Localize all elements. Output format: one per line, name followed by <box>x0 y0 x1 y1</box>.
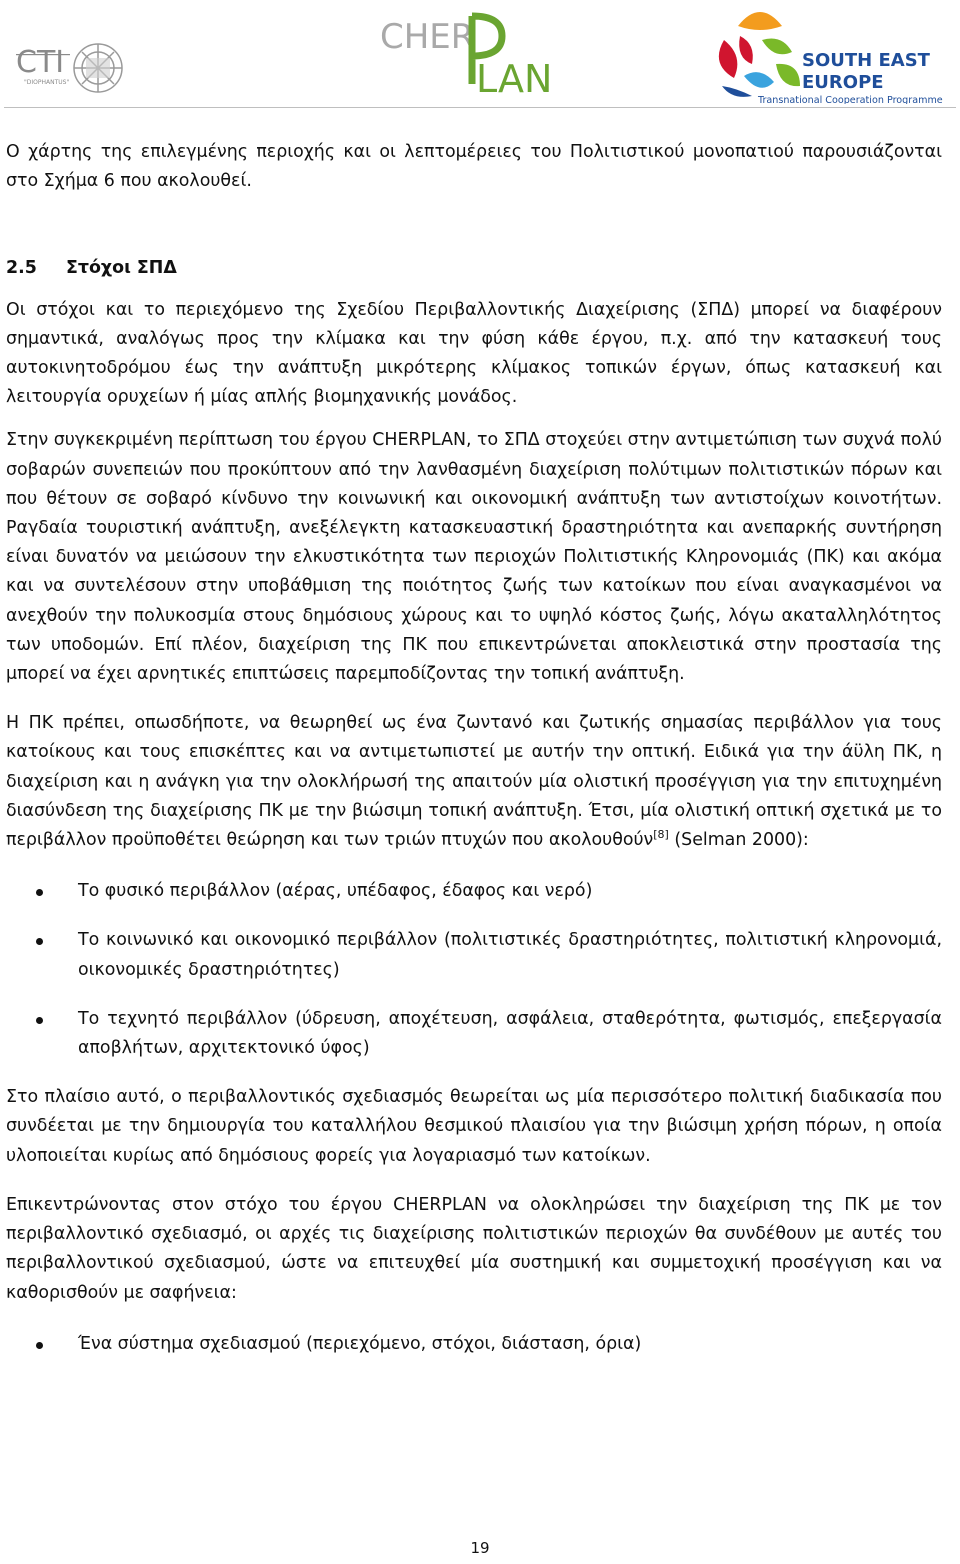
see-emblem-icon <box>719 12 800 97</box>
paragraph-1: Οι στόχοι και το περιεχόμενο της Σχεδίου Περιβαλλοντικής Διαχείρισης (ΣΠΔ) μπορεί να διαφέρουν σημαντικά, αναλόγως προς την κλίμακα και την φύση κάθε έργου, π.χ. από την κατασκευή τους αυτοκινητοδρόμου έως την ανάπτυξη μικρότερης κλίμακος τοπικών έργων, όπως κατασκευή και λειτουργία ορυχείων ή μίας απλής βιομηχανικής μονάδος. <box>6 299 942 408</box>
header-divider <box>4 107 956 108</box>
list-item: Το τεχνητό περιβάλλον (ύδρευση, αποχέτευση, ασφάλεια, σταθερότητα, φωτισμός, επεξεργασία αποβλήτων, αρχιτεκτονικό ύφος) <box>6 1005 942 1063</box>
paragraph-4: Στο πλαίσιο αυτό, ο περιβαλλοντικός σχεδιασμός θεωρείται ως μία περισσότερο πολιτική διαδικασία που συνδέεται με την δημιουργία του καταλλήλου θεσμικού πλαισίου για την βιώσιμη χρήση πόρων, η οποία υλοποιείται κυρίως από δημόσιους φορείς για λογαριασμό των κατοίκων. <box>6 1087 942 1166</box>
cherplan-logo-top: CHER <box>380 17 475 57</box>
page-header <box>0 0 960 106</box>
cti-logo-subtext: "DIOPHANTUS" <box>24 79 70 86</box>
list-item: Το κοινωνικό και οικονομικό περιβάλλον (πολιτιστικές δραστηριότητες, πολιτιστική κληρονομιά, οικονομικές δραστηριότητες) <box>6 926 942 984</box>
see-logo-line2: EUROPE <box>802 72 884 93</box>
see-logo-line3: Transnational Cooperation Programme <box>758 95 943 104</box>
see-programme-logo <box>716 4 956 104</box>
cherplan-logo <box>378 12 568 98</box>
list-item: Ένα σύστημα σχεδιασμού (περιεχόμενο, στόχοι, διάσταση, όρια) <box>6 1330 942 1359</box>
intro-paragraph: Ο χάρτης της επιλεγμένης περιοχής και οι λεπτομέρειες του Πολιτιστικού μονοπατιού παρουσιάζονται στο Σχήμα 6 που ακολουθεί. <box>6 142 942 192</box>
list-item: Το φυσικό περιβάλλον (αέρας, υπέδαφος, έδαφος και νερό) <box>6 877 942 906</box>
reference-8: [8] <box>653 828 669 842</box>
cti-logo-text: CTI <box>16 45 65 80</box>
section-heading <box>6 254 942 283</box>
bullet-list-planning <box>6 1330 942 1359</box>
paragraph-5: Επικεντρώνοντας στον στόχο του έργου CHERPLAN να ολοκληρώσει την διαχείριση της ΠΚ με τον περιβαλλοντικό σχεδιασμό, οι αρχές τις διαχείρισης πολιτιστικών περιοχών θα συνδέθουν με αυτές του περιβαλλοντικού σχεδιασμού, ώστε να επιτευχθεί μία συστημική και συμμετοχική προσέγγιση και να καθορισθούν με σαφήνεια: <box>6 1194 942 1303</box>
section-number: 2.5 <box>6 258 37 279</box>
paragraph-3-tail: (Selman 2000): <box>668 830 809 851</box>
paragraph-3-text: Η ΠΚ πρέπει, οπωσδήποτε, να θεωρηθεί ως ένα ζωντανό και ζωτικής σημασίας περιβάλλον για τους κατοίκους και τους επισκέπτες και να αντιμετωπιστεί με αυτήν την οπτική. Ειδικά για την άϋλη ΠΚ, η διαχείριση και η ανάγκη για την ολοκλήρωσή της απαιτούν μία ολιστική προσέγγιση για την επιτυχημένη διασύνδεση της διαχείρισης ΠΚ με την βιώσιμη τοπική ανάπτυξη. Έτσι, μία ολιστική οπτική σχετικά με το περιβάλλον προϋποθέτει θεώρηση και των τριών πτυχών που ακολουθούν <box>6 713 942 851</box>
see-logo-line1: SOUTH EAST <box>802 50 930 71</box>
paragraph-2: Στην συγκεκριμένη περίπτωση του έργου CHERPLAN, το ΣΠΔ στοχεύει στην αντιμετώπιση των συχνά πολύ σοβαρών συνεπειών που προκύπτουν από την λανθασμένη διαχείριση πολύτιμων πολιτιστικών πόρων και που θέτουν σε σοβαρό κίνδυνο την κοινωνική και οικονομική ανάπτυξη των αντιστοίχων κοινοτήτων. Ραγδαία τουριστική ανάπτυξη, ανεξέλεγκτη κατασκευαστική δραστηριότητα και ανεπαρκής συντήρηση είναι δυνατόν να μειώσουν την ελκυστικότητα των περιοχών Πολιτιστικής Κληρονομιάς (ΠΚ) και ακόμα και να συντελέσουν στην υποβάθμιση της ποιότητος ζωής των κατοίκων που είναι αναγκασμένοι να ανεχθούν την πολυκοσμία στους δημόσιους χώρους και το υψηλό κόστος ζωής, λόγω ακαταλληλότητος των υποδομών. Επί πλέον, διαχείριση της ΠΚ που επικεντρώνεται αποκλειστικά στην προστασία της μπορεί να έχει αρνητικές επιπτώσεις παρεμποδίζοντας την τοπική ανάπτυξη. <box>6 430 942 685</box>
section-title: Στόχοι ΣΠΔ <box>66 258 177 279</box>
document-body <box>6 138 942 1359</box>
bullet-list-environments <box>6 877 942 1063</box>
page-number: 19 <box>470 1539 490 1557</box>
paragraph-3 <box>6 709 942 855</box>
cti-logo <box>8 18 128 100</box>
cherplan-logo-bottom: LAN <box>476 57 553 98</box>
